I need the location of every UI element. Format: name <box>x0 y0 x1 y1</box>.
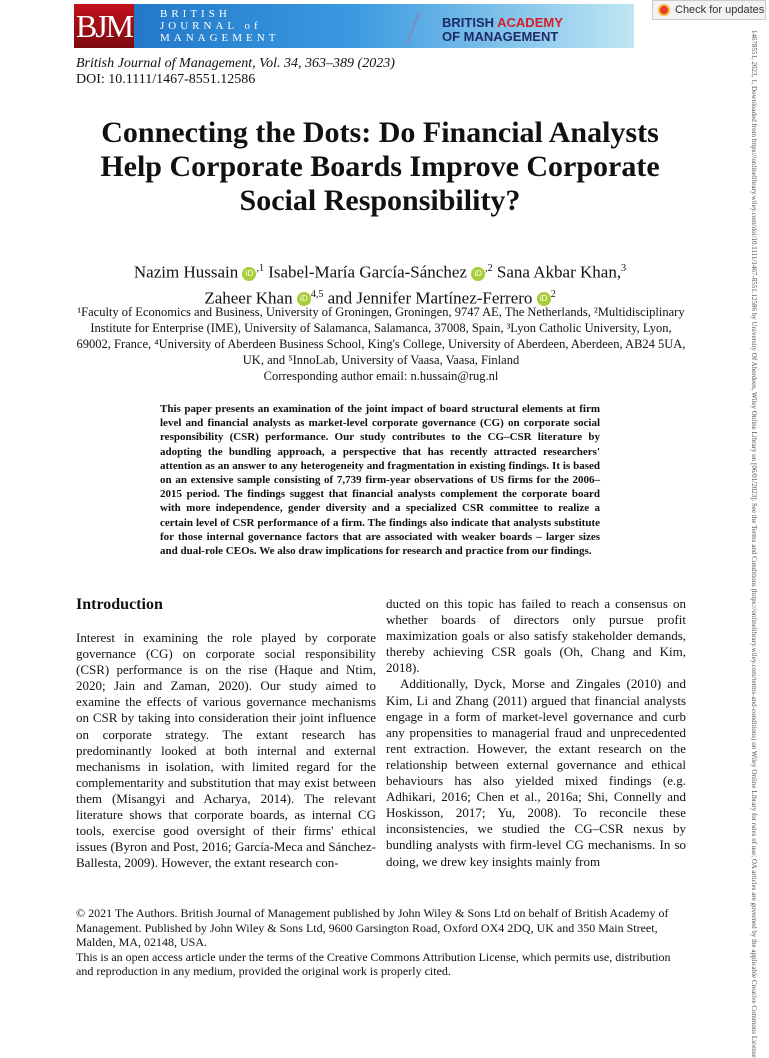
orcid-icon[interactable]: iD <box>471 267 485 281</box>
citation-meta: British Journal of Management, Vol. 34, 363–389 (2023) DOI: 10.1111/1467-8551.12586 <box>76 56 395 87</box>
bjm-logo: BJM <box>74 4 134 48</box>
bam-logo: BRITISH ACADEMY OF MANAGEMENT <box>412 12 622 46</box>
copyright-footer: © 2021 The Authors. British Journal of Management published by John Wiley & Sons Ltd on behalf of British Academy of Management. Published by John Wiley & Sons Ltd, 9600 Garsington Road, Oxford OX4 2DQ, UK and 350 Main Street, Malden, MA, 02148, USA. This is an open access article under the terms of the Creative Commons Attribution License, which permits use, distribution and reproduction in any medium, provided the original work is properly cited. <box>76 906 671 978</box>
body-column-2: ducted on this topic has failed to reach a consensus on whether boards of directors only pursue profit maximization goals or also satisfy stakeholder demands, thereby achieving CSR goals (Oh, Chang and Kim, 2018). Additionally, Dyck, Morse and Zingales (2010) and Kim, Li and Zhang (2011) argued that financial analysts engage in a form of market-level governance and curb any propensities to managerial fraud and unprecedented rent extraction. However, the extant research on the relationship between external governance and ethical behaviours has also yielded mixed findings (e.g. Adhikari, 2016; Chen et al., 2016a; Shi, Connelly and Hoskisson, 2017; Yu, 2008). To reconcile these inconsistencies, we studied the CG–CSR nexus by bundling analysts with firm-level CG mechanisms. In so doing, we drew key insights mainly from <box>386 596 686 869</box>
journal-name: BRITISH JOURNAL of MANAGEMENT <box>160 8 280 44</box>
abstract: This paper presents an examination of the joint impact of board structural elements at firm level and financial analysts as market-level corporate governance (CG) on corporate social responsibility (CSR) performance. Our study contributes to the CG–CSR literature by adopting the bundling approach, a perspective that has recently attracted researchers' attention as an answer to any heterogeneity and fragmentation in existing findings. It is based on an extensive sample consisting of 7,739 firm-year observations of US firms for the 2006–2015 period. The findings suggest that financial analysts complement the corporate board with more independence, gender diversity and a specialized CSR committee to realize a certain level of CSR performance of a firm. The findings also indicate that analysts substitute for those internal governance factors that are associated with weaker boards – larger sizes and dual-role CEOs. We also draw implications for research and practice from our findings. <box>160 403 600 558</box>
section-heading: Introduction <box>76 596 163 613</box>
crossmark-icon <box>658 4 670 16</box>
body-column-1: Introduction Interest in examining the role played by corporate governance (CG) on corporate social responsibility (CSR) performance is on the rise (Haque and Ntim, 2020; Jain and Zaman, 2020). Our study aimed to examine the effects of various governance mechanisms on CSR by taking into consideration their joint influence on corporate strategy. The extant research has predominantly looked at both internal and external mechanisms in isolation, with limited regard for the complementarity and substitution that may exist between them (Misangyi and Acharya, 2014). The relevant literature shows that corporate boards, as internal CG tools, exercise good oversight of their firms' ethical issues (Byron and Post, 2016; García-Meca and Sánchez-Ballesta, 2009). However, the extant research con- <box>76 596 376 871</box>
doi[interactable]: DOI: 10.1111/1467-8551.12586 <box>76 72 256 87</box>
corresponding-author: Corresponding author email: n.hussain@rug.nl <box>263 369 499 383</box>
article-title: Connecting the Dots: Do Financial Analysts Help Corporate Boards Improve Corporate Social Responsibility? <box>100 116 660 217</box>
orcid-icon[interactable]: iD <box>297 292 311 306</box>
affiliations: ¹Faculty of Economics and Business, University of Groningen, Groningen, 9747 AE, The Netherlands, ²Multidisciplinary Institute for Enterprise (IME), University of Salamanca, Salamanca, 37008, Spain, ³Lyon Catholic University, Lyon, 69002, France, ⁴University of Aberdeen Business School, King's College, University of Aberdeen, Aberdeen, AB24 5UA, UK, and ⁵InnoLab, University of Vaasa, Vaasa, Finland Corresponding author email: n.hussain@rug.nl <box>72 304 690 384</box>
bam-mark-icon <box>406 12 440 44</box>
author-list: Nazim Hussain iD $^{,1}$ Isabel-María García-Sánchez iD $^{,2}$ Sana Akbar Khan,$^3$ Zaheer Khan iD $^{4,5}$ and Jennifer Martínez-Ferrero iD $^2$ <box>133 262 627 308</box>
orcid-icon[interactable]: iD <box>537 292 551 306</box>
download-notice: 14678551, 2023, 1, Downloaded from https://onlinelibrary.wiley.com/doi/10.1111/1467-8551.12586 by University Of Aberdeen, Wiley Online Library on [06/01/2023]. See the Terms and Conditions (https://onlinelibrary.wiley.com/terms-and-conditions) on Wiley Online Library for rules of use; OA articles are governed by the applicable Creative Commons License <box>750 30 758 1058</box>
check-for-updates-button[interactable]: Check for updates <box>652 0 766 20</box>
orcid-icon[interactable]: iD <box>242 267 256 281</box>
